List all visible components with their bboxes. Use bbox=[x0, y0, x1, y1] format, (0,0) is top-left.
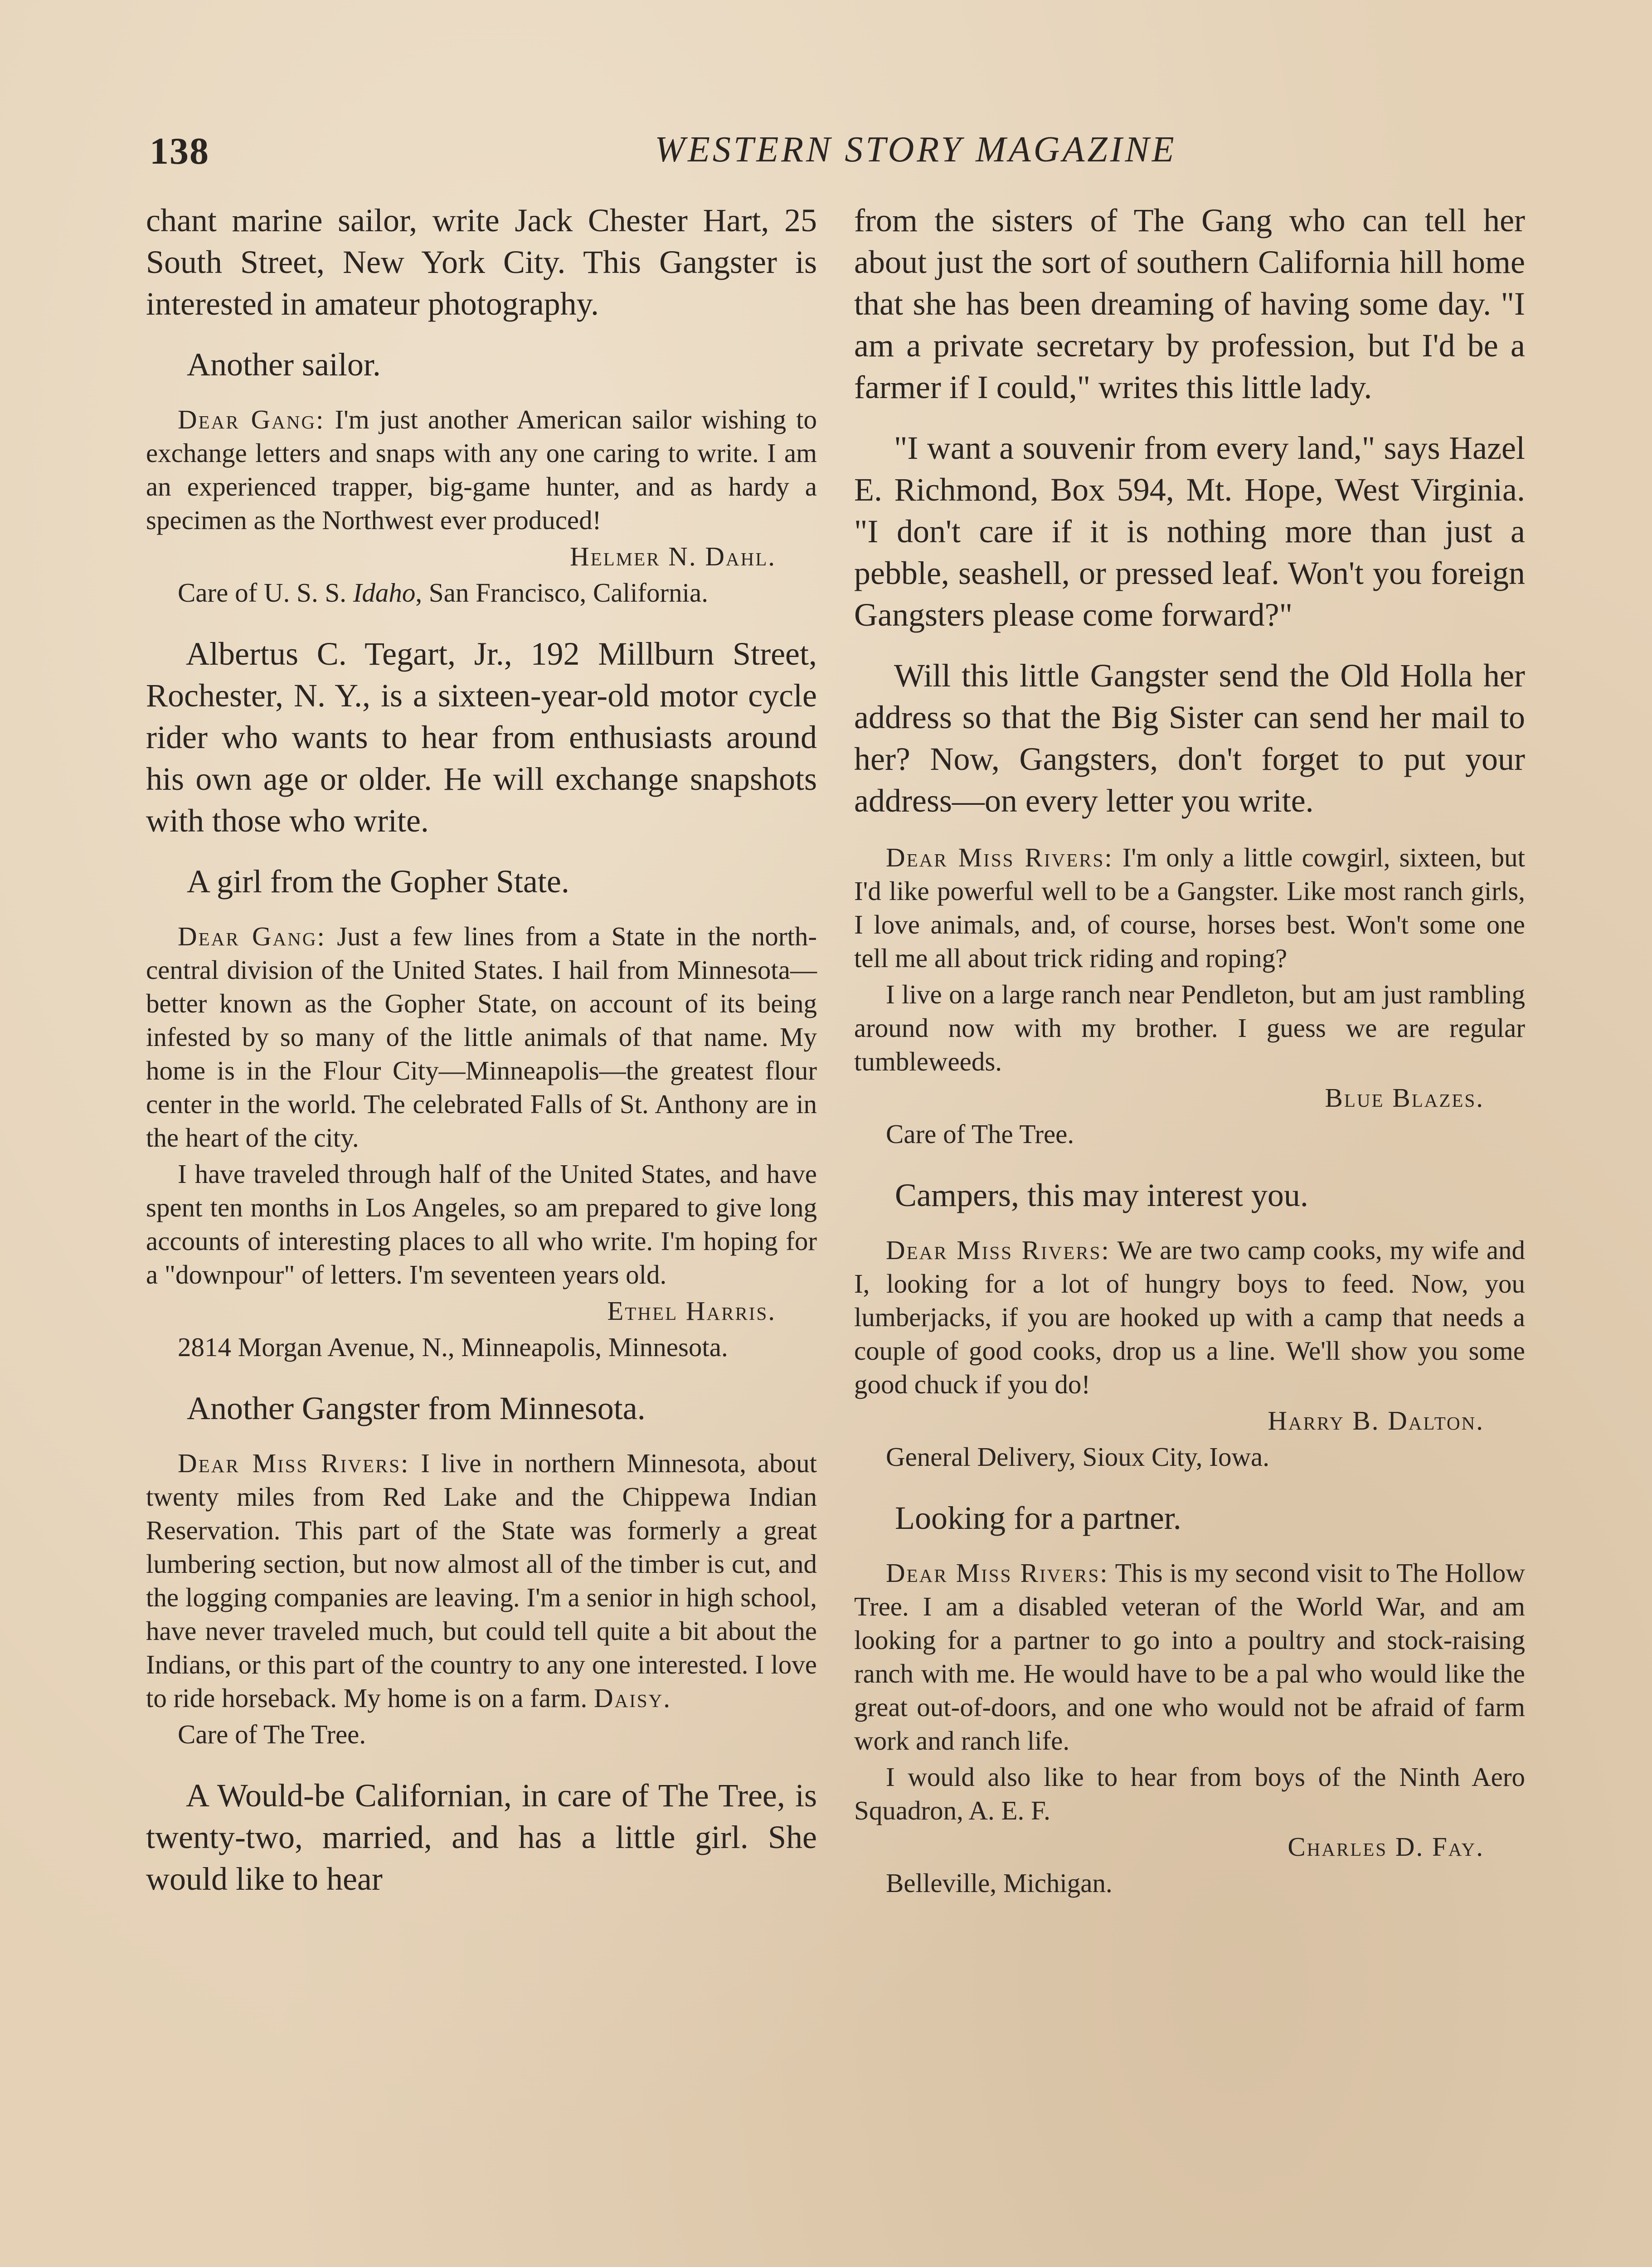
letter-signature: Daisy. bbox=[594, 1683, 672, 1713]
letter-paragraph bbox=[854, 841, 1525, 975]
address-text: , San Francisco, California. bbox=[415, 578, 708, 608]
letter-greeting: Dear Miss Rivers: bbox=[886, 842, 1113, 872]
letter-greeting: Dear Miss Rivers: bbox=[886, 1558, 1109, 1588]
letter-paragraph bbox=[854, 1556, 1525, 1757]
letter-greeting: Dear Miss Rivers: bbox=[178, 1448, 410, 1478]
letter-text: We are two camp cooks, my wife and I, looking for a lot of hungry boys to feed. Now, you lumberjacks, if you are hooked up with a camp that needs a couple of good cooks, drop us a line. We'll show you some good chuck if you do! bbox=[854, 1235, 1526, 1399]
letter-text: I'm only a little cowgirl, sixteen, but I'd like powerful well to be a Gangster. Like most ranch girls, I love animals, and, of course, horses best. Won't some one tell me all about trick riding and roping? bbox=[854, 842, 1525, 973]
left-column bbox=[146, 199, 817, 1919]
letter-paragraph: I would also like to hear from boys of the Ninth Aero Squadron, A. E. F. bbox=[854, 1762, 1525, 1825]
letter-paragraph bbox=[146, 403, 817, 537]
letter-address: Belleville, Michigan. bbox=[886, 1868, 1113, 1898]
letter-address: Care of The Tree. bbox=[886, 1119, 1074, 1149]
letter-signature: Blue Blazes. bbox=[1325, 1083, 1484, 1113]
section-heading: Another sailor. bbox=[187, 346, 381, 383]
letter-address: 2814 Morgan Avenue, N., Minneapolis, Minnesota. bbox=[178, 1332, 728, 1362]
paragraph: "I want a souvenir from every land," says Hazel E. Richmond, Box 594, Mt. Hope, West Virginia. "I don't care if it is nothing more than just a pebble, seashell, or pressed leaf. Won't you foreign Gangsters please come forward?" bbox=[854, 430, 1525, 633]
letter-greeting: Dear Gang: bbox=[178, 921, 326, 951]
ship-name: Idaho bbox=[353, 578, 416, 608]
letter-paragraph bbox=[146, 919, 817, 1154]
letter-text: This is my second visit to The Hollow Tree. I am a disabled veteran of the World War, and am looking for a partner to go into a poultry and stock-raising ranch with me. He would have to be a pal who would like the great out-of-doors, and one who would not be afraid of farm work and ranch life. bbox=[854, 1558, 1525, 1756]
section-heading: Looking for a partner. bbox=[895, 1500, 1181, 1536]
letter-text: Just a few lines from a State in the north-central division of the United States. I hail from Minnesota—better known as the Gopher State, on account of its being infested by so many of the little animals of that name. My home is in the Flour City—Minneapolis—the greatest flour center in the world. The celebrated Falls of St. Anthony are in the heart of the city. bbox=[146, 921, 817, 1153]
letter-greeting: Dear Gang: bbox=[178, 404, 325, 434]
page-header bbox=[150, 129, 1600, 184]
letter-signature: Charles D. Fay. bbox=[1288, 1832, 1484, 1862]
page-number: 138 bbox=[150, 130, 209, 172]
letter-text: I'm just another American sailor wishing to exchange letters and snaps with any one caring to write. I am an experienced trapper, big-game hunter, and as hardy a specimen as the Northwest ever produced! bbox=[146, 404, 817, 535]
section-heading: Another Gangster from Minnesota. bbox=[187, 1390, 646, 1426]
letter-paragraph: I have traveled through half of the United States, and have spent ten months in Los Angeles, so am prepared to give long accounts of interesting places to all who write. I'm hoping for a "downpour" of letters. I'm seventeen years old. bbox=[146, 1159, 817, 1289]
letter-paragraph bbox=[854, 1233, 1525, 1401]
paragraph: from the sisters of The Gang who can tell her about just the sort of southern California hill home that she has been dreaming of having some day. "I am a private secretary by profession, but I'd be a farmer if I could," writes this little lady. bbox=[854, 202, 1525, 405]
section-heading: A girl from the Gopher State. bbox=[187, 863, 569, 900]
paragraph: Will this little Gangster send the Old Holla her address so that the Big Sister can send her mail to her? Now, Gangsters, don't forget to put your address—on every letter you write. bbox=[854, 657, 1525, 819]
letter-text: I live in northern Minnesota, about twenty miles from Red Lake and the Chippewa Indian Reservation. This part of the State was formerly a great lumbering section, but now almost all of the timber is cut, and the logging companies are leaving. I'm a senior in high school, have never traveled much, but could tell quite a bit about the Indians, or this part of the country to any one interested. I love to ride horseback. My home is on a farm. bbox=[146, 1448, 817, 1713]
letter-paragraph bbox=[146, 1446, 817, 1715]
letter-signature: Helmer N. Dahl. bbox=[569, 541, 776, 571]
running-title: WESTERN STORY MAGAZINE bbox=[655, 130, 1177, 170]
letter-signature: Ethel Harris. bbox=[607, 1296, 776, 1326]
letter-greeting: Dear Miss Rivers: bbox=[886, 1235, 1110, 1265]
address-text: Care of U. S. S. bbox=[178, 578, 353, 608]
right-column bbox=[854, 199, 1525, 1923]
section-heading: Campers, this may interest you. bbox=[895, 1177, 1308, 1213]
paragraph: Albertus C. Tegart, Jr., 192 Millburn Street, Rochester, N. Y., is a sixteen-year-old motor cycle rider who wants to hear from enthusiasts around his own age or older. He will exchange snapshots with those who write. bbox=[146, 636, 817, 839]
letter-address bbox=[146, 576, 817, 609]
paragraph: chant marine sailor, write Jack Chester Hart, 25 South Street, New York City. This Gangster is interested in amateur photography. bbox=[146, 202, 817, 322]
letter-address: Care of The Tree. bbox=[178, 1719, 366, 1749]
letter-paragraph: I live on a large ranch near Pendleton, but am just rambling around now with my brother. I guess we are regular tumbleweeds. bbox=[854, 979, 1525, 1076]
paragraph: A Would-be Californian, in care of The Tree, is twenty-two, married, and has a little girl. She would like to hear bbox=[146, 1777, 817, 1897]
letter-signature: Harry B. Dalton. bbox=[1268, 1406, 1484, 1435]
letter-address: General Delivery, Sioux City, Iowa. bbox=[886, 1442, 1269, 1472]
